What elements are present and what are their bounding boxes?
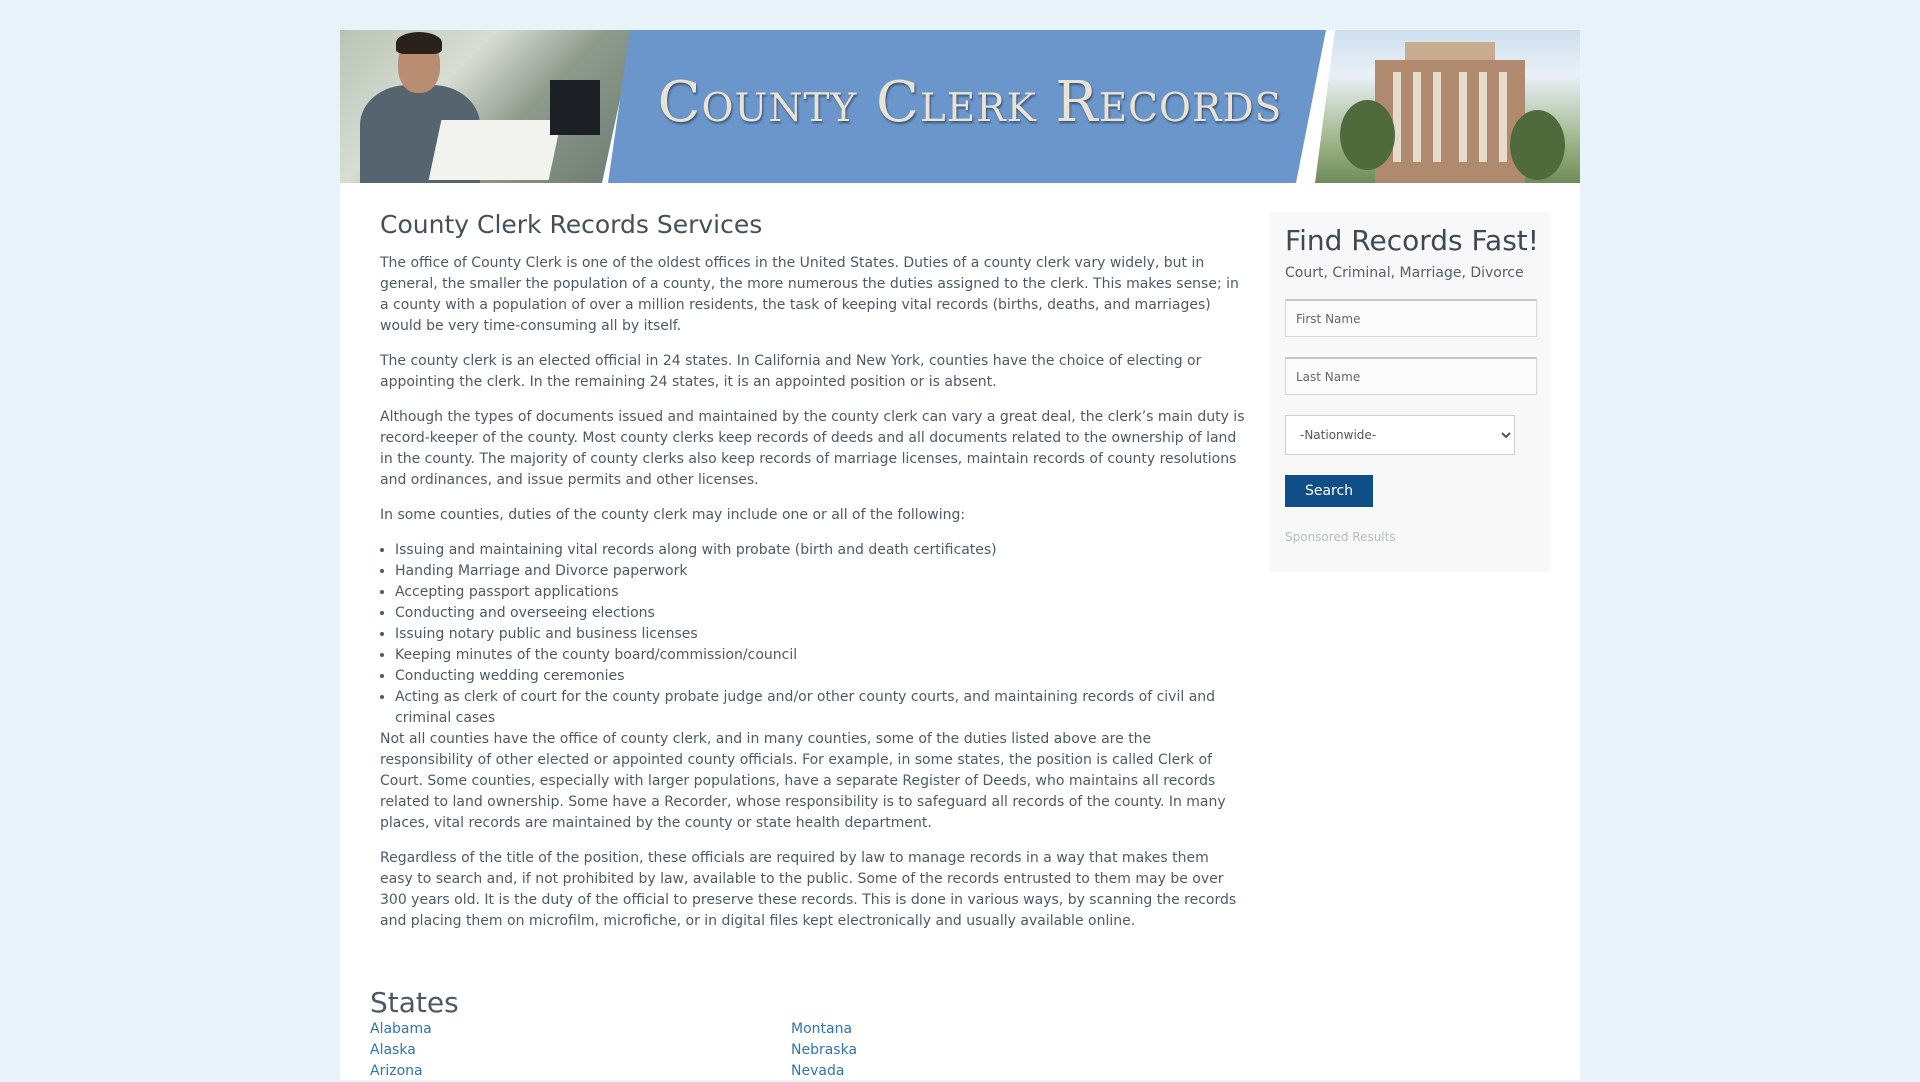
- page-container: [340, 30, 1580, 1080]
- widget-title: Find Records Fast!: [1285, 224, 1539, 257]
- states-section: [370, 987, 1570, 1082]
- list-item: • Keeping minutes of the county board/commission/council: [395, 645, 1245, 666]
- states-column-2: [791, 1019, 857, 1082]
- paragraph-documents: Although the types of documents issued and maintained by the county clerk can vary a great deal, the clerk’s main duty is record-keeper of the county. Most county clerks keep records of deeds and all documents related to the ownership of land in the county. The majority of county clerks also keep records of marriage licenses, maintain records of county resolutions and ordinances, and issue permits and other licenses.: [380, 409, 1245, 488]
- state-link-alaska[interactable]: Alaska: [370, 1042, 416, 1058]
- paragraph-elected: The county clerk is an elected official in 24 states. In California and New York, counties have the choice of electing or appointing the clerk. In the remaining 24 states, it is an appointed position or is absent.: [380, 353, 1202, 390]
- header-banner: [340, 30, 1580, 183]
- paragraph-intro: The office of County Clerk is one of the oldest offices in the United States. Duties of a county clerk vary widely, but in general, the smaller the population of a county, the more numerous the duties assigned to the clerk. This makes sense; in a county with a population of over a million residents, the task of keeping vital records (births, deaths, and marriages) would be very time-consuming all by itself.: [380, 255, 1239, 334]
- states-columns: [370, 1019, 1570, 1082]
- paragraph-duties-intro: In some counties, duties of the county clerk may include one or all of the following:: [380, 507, 966, 523]
- list-item: • Issuing and maintaining vital records along with probate (birth and death certificates): [395, 540, 1245, 561]
- list-item: • Issuing notary public and business licenses: [395, 624, 1245, 645]
- first-name-input[interactable]: [1285, 299, 1537, 337]
- state-link-nevada[interactable]: Nevada: [791, 1063, 845, 1079]
- state-link-nebraska[interactable]: Nebraska: [791, 1042, 858, 1058]
- state-link-arizona[interactable]: Arizona: [370, 1063, 423, 1079]
- states-column-1: [370, 1019, 791, 1082]
- states-heading: States: [370, 986, 459, 1019]
- state-select[interactable]: [1285, 415, 1515, 455]
- list-item: • Acting as clerk of court for the county probate judge and/or other county courts, and maintaining records of civil and criminal cases: [395, 687, 1245, 729]
- list-item: • Handing Marriage and Divorce paperwork: [395, 561, 1245, 582]
- list-item: • Conducting wedding ceremonies: [395, 666, 1245, 687]
- main-content: [380, 210, 1245, 946]
- search-button[interactable]: Search: [1285, 475, 1373, 507]
- list-item: • Accepting passport applications: [395, 582, 1245, 603]
- state-link-montana[interactable]: Montana: [791, 1021, 853, 1037]
- paragraph-other-officials: Not all counties have the office of county clerk, and in many counties, some of the duties listed above are the responsibility of other elected or appointed county officials. For example, in some states, the position is called Clerk of Court. Some counties, especially with larger populations, have a separate Register of Deeds, who maintains all records related to land ownership. Some have a Recorder, whose responsibility is to safeguard all records of the county. In many places, vital records are maintained by the county or state health department.: [380, 731, 1226, 831]
- sponsored-label: Sponsored Results: [1285, 530, 1396, 544]
- page-title: County Clerk Records Services: [380, 210, 763, 239]
- paragraph-preservation: Regardless of the title of the position, these officials are required by law to manage records in a way that makes them easy to search and, if not prohibited by law, available to the public. Some of the records entrusted to them may be over 300 years old. It is the duty of the official to preserve these records. This is done in various ways, by scanning the records and placing them on microfilm, microfiche, or in digital files kept electronically and usually available online.: [380, 850, 1237, 929]
- state-link-alabama[interactable]: Alabama: [370, 1021, 432, 1037]
- search-widget: [1270, 212, 1550, 572]
- duties-list: [380, 540, 1245, 729]
- list-item: • Conducting and overseeing elections: [395, 603, 1245, 624]
- last-name-input[interactable]: [1285, 357, 1537, 395]
- widget-subtitle: Court, Criminal, Marriage, Divorce: [1285, 265, 1524, 281]
- site-title: County Clerk Records: [657, 70, 1283, 135]
